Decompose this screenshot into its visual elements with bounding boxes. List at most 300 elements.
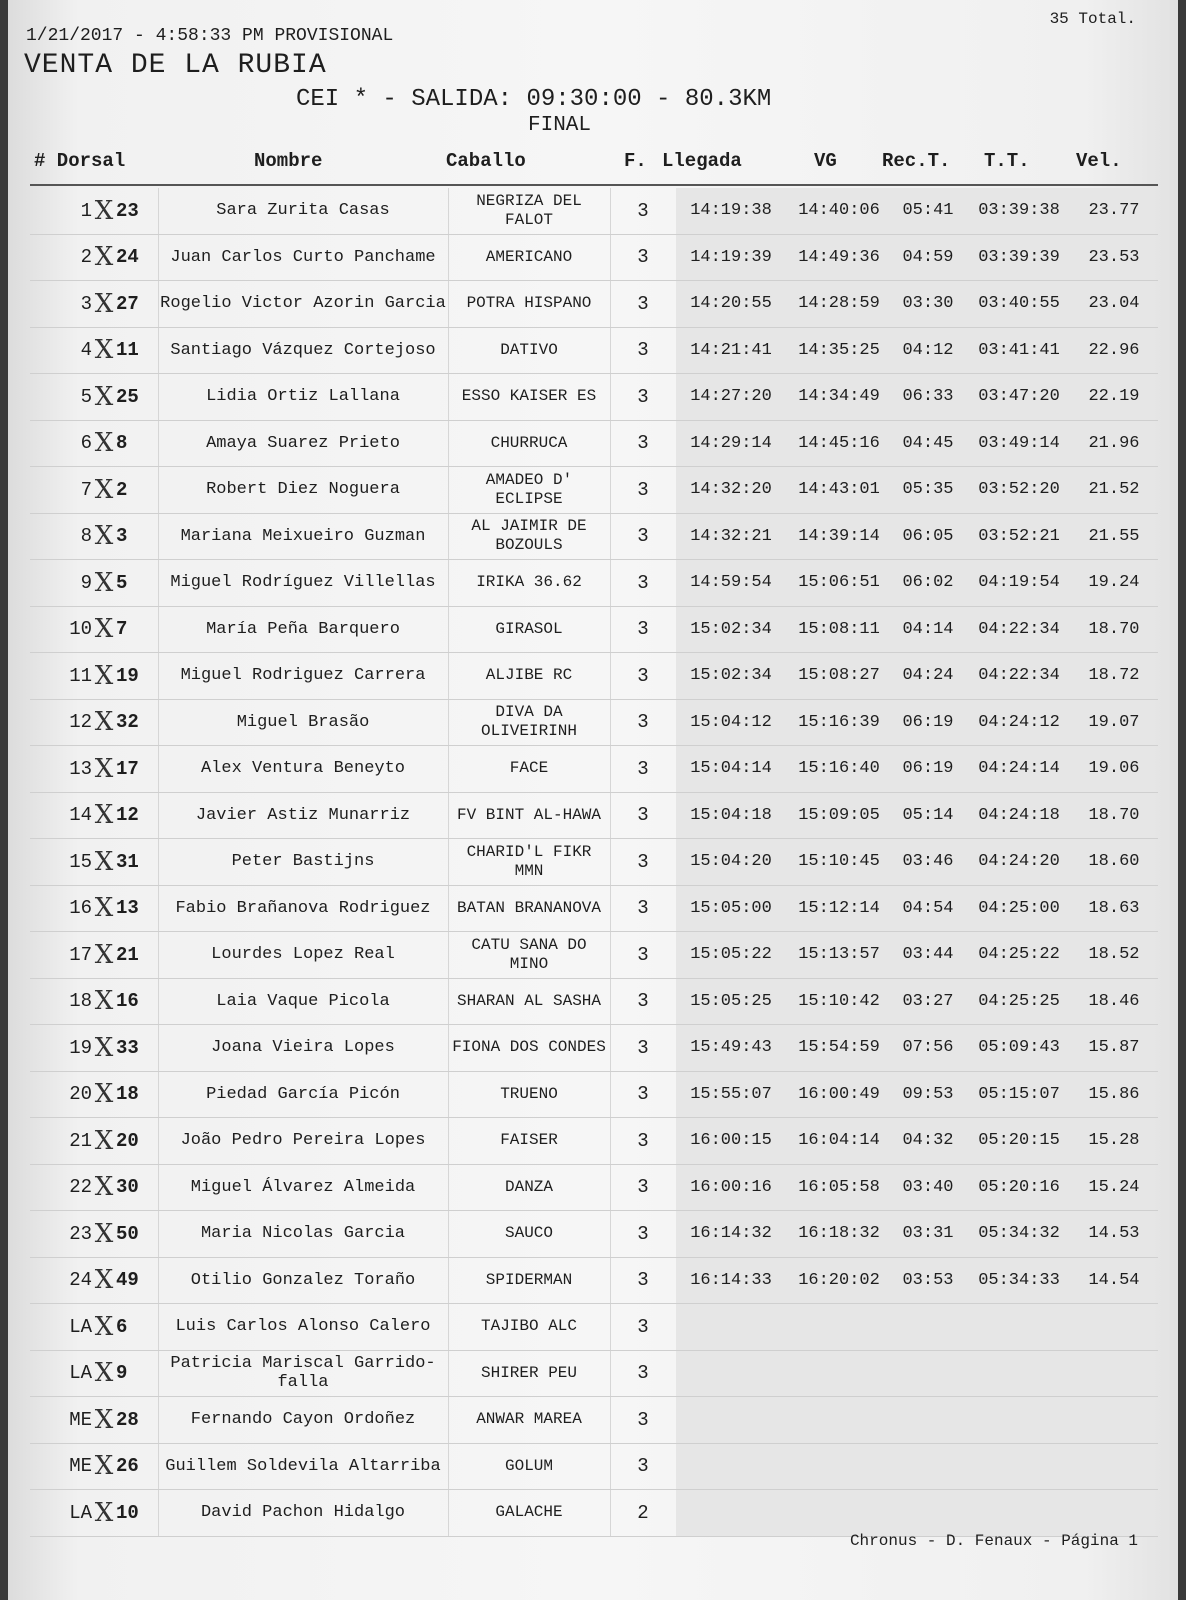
rider-name: Miguel Rodríguez Villellas: [158, 560, 447, 606]
total-time: [964, 1304, 1074, 1350]
total-time: 05:34:32: [964, 1211, 1074, 1257]
dorsal-cell: 25: [116, 385, 139, 408]
total-time: [964, 1397, 1074, 1443]
arrival-time: 14:32:21: [676, 514, 786, 560]
speed-cell: 23.77: [1074, 188, 1154, 234]
recovery-time: 04:32: [892, 1118, 964, 1164]
speed-cell: [1074, 1351, 1154, 1397]
horse-name: SHARAN AL SASHA: [448, 979, 609, 1025]
vet-gate-time: 14:39:14: [786, 514, 892, 560]
check-mark: X: [94, 1079, 114, 1110]
speed-cell: 18.72: [1074, 653, 1154, 699]
rider-name: Joana Vieira Lopes: [158, 1025, 447, 1071]
table-row: [30, 374, 1158, 421]
horse-name: SHIRER PEU: [448, 1351, 609, 1397]
vet-gate-time: 14:35:25: [786, 328, 892, 374]
check-mark: X: [94, 335, 114, 366]
check-mark: X: [94, 939, 114, 970]
phases-cell: 3: [610, 328, 675, 374]
recovery-time: 06:33: [892, 374, 964, 420]
arrival-time: 15:49:43: [676, 1025, 786, 1071]
dorsal-cell: 23: [116, 199, 139, 222]
vet-gate-time: 15:16:39: [786, 700, 892, 746]
total-time: 04:22:34: [964, 607, 1074, 653]
horse-name: POTRA HISPANO: [448, 281, 609, 327]
arrival-time: 15:04:20: [676, 839, 786, 885]
rank-cell: 1: [80, 199, 92, 222]
arrival-time: [676, 1490, 786, 1536]
vet-gate-time: 16:00:49: [786, 1072, 892, 1118]
phases-cell: 3: [610, 235, 675, 281]
dorsal-cell: 31: [116, 850, 139, 873]
arrival-time: 15:02:34: [676, 607, 786, 653]
rank-cell: LA: [69, 1501, 92, 1524]
horse-name: CHARID'L FIKR MMN: [448, 839, 609, 885]
table-row: [30, 1118, 1158, 1165]
check-mark: X: [94, 381, 114, 412]
total-time: 05:09:43: [964, 1025, 1074, 1071]
rider-name: Fernando Cayon Ordoñez: [158, 1397, 447, 1443]
recovery-time: 05:14: [892, 793, 964, 839]
phases-cell: 3: [610, 1351, 675, 1397]
total-time: 03:47:20: [964, 374, 1074, 420]
rider-name: Santiago Vázquez Cortejoso: [158, 328, 447, 374]
phases-cell: 3: [610, 979, 675, 1025]
recovery-time: 06:05: [892, 514, 964, 560]
vet-gate-time: 16:18:32: [786, 1211, 892, 1257]
check-mark: X: [94, 1172, 114, 1203]
arrival-time: 16:00:16: [676, 1165, 786, 1211]
total-time: 03:52:20: [964, 467, 1074, 513]
dorsal-cell: 7: [116, 618, 128, 641]
phases-cell: 3: [610, 746, 675, 792]
rider-name: Luis Carlos Alonso Calero: [158, 1304, 447, 1350]
check-mark: X: [94, 707, 114, 738]
phases-cell: 3: [610, 514, 675, 560]
speed-cell: 18.70: [1074, 793, 1154, 839]
horse-name: TAJIBO ALC: [448, 1304, 609, 1350]
check-mark: X: [94, 614, 114, 645]
rider-name: Maria Nicolas Garcia: [158, 1211, 447, 1257]
speed-cell: 18.46: [1074, 979, 1154, 1025]
table-row: [30, 746, 1158, 793]
phases-cell: 3: [610, 1444, 675, 1490]
arrival-time: 16:14:33: [676, 1258, 786, 1304]
rank-cell: 12: [69, 711, 92, 734]
check-mark: X: [94, 1358, 114, 1389]
arrival-time: 16:00:15: [676, 1118, 786, 1164]
check-mark: X: [94, 1451, 114, 1482]
stage-label: FINAL: [528, 114, 592, 137]
horse-name: FIONA DOS CONDES: [448, 1025, 609, 1071]
col-name: Nombre: [254, 150, 323, 172]
dorsal-cell: 16: [116, 990, 139, 1013]
arrival-time: 14:59:54: [676, 560, 786, 606]
check-mark: X: [94, 1404, 114, 1435]
table-row: [30, 1490, 1158, 1537]
phases-cell: 3: [610, 1211, 675, 1257]
rider-name: Rogelio Victor Azorin Garcia: [158, 281, 447, 327]
rider-name: Mariana Meixueiro Guzman: [158, 514, 447, 560]
dorsal-cell: 3: [116, 525, 128, 548]
arrival-time: 15:04:14: [676, 746, 786, 792]
header-rule: [30, 184, 1158, 186]
recovery-time: 04:54: [892, 886, 964, 932]
total-time: 05:20:15: [964, 1118, 1074, 1164]
recovery-time: 04:14: [892, 607, 964, 653]
table-row: [30, 1444, 1158, 1491]
rider-name: María Peña Barquero: [158, 607, 447, 653]
check-mark: X: [94, 1125, 114, 1156]
col-rank-dorsal: # Dorsal: [34, 150, 126, 172]
phases-cell: 3: [610, 1397, 675, 1443]
vet-gate-time: 14:49:36: [786, 235, 892, 281]
check-mark: X: [94, 800, 114, 831]
table-row: [30, 281, 1158, 328]
recovery-time: [892, 1444, 964, 1490]
horse-name: GALACHE: [448, 1490, 609, 1536]
horse-name: ANWAR MAREA: [448, 1397, 609, 1443]
dorsal-cell: 12: [116, 804, 139, 827]
total-time: 05:15:07: [964, 1072, 1074, 1118]
recovery-time: [892, 1397, 964, 1443]
recovery-time: 04:24: [892, 653, 964, 699]
total-time: 04:19:54: [964, 560, 1074, 606]
vet-gate-time: 15:08:11: [786, 607, 892, 653]
rider-name: Miguel Rodriguez Carrera: [158, 653, 447, 699]
dorsal-cell: 32: [116, 711, 139, 734]
dorsal-cell: 9: [116, 1362, 128, 1385]
table-row: [30, 560, 1158, 607]
check-mark: X: [94, 242, 114, 273]
arrival-time: 14:27:20: [676, 374, 786, 420]
phases-cell: 3: [610, 653, 675, 699]
horse-name: GOLUM: [448, 1444, 609, 1490]
recovery-time: 05:41: [892, 188, 964, 234]
rank-cell: 16: [69, 897, 92, 920]
dorsal-cell: 20: [116, 1129, 139, 1152]
check-mark: X: [94, 288, 114, 319]
rank-cell: 9: [80, 571, 92, 594]
phases-cell: 3: [610, 607, 675, 653]
col-rec: Rec.T.: [882, 150, 951, 172]
phases-cell: 3: [610, 932, 675, 978]
speed-cell: 21.96: [1074, 421, 1154, 467]
phases-cell: 3: [610, 1165, 675, 1211]
rank-cell: 6: [80, 432, 92, 455]
horse-name: FV BINT AL-HAWA: [448, 793, 609, 839]
table-row: [30, 886, 1158, 933]
col-arrival: Llegada: [662, 150, 742, 172]
table-row: [30, 1258, 1158, 1305]
vet-gate-time: 15:54:59: [786, 1025, 892, 1071]
total-time: [964, 1351, 1074, 1397]
rider-name: Sara Zurita Casas: [158, 188, 447, 234]
total-time: 03:41:41: [964, 328, 1074, 374]
dorsal-cell: 49: [116, 1269, 139, 1292]
rank-cell: 14: [69, 804, 92, 827]
rank-cell: 2: [80, 246, 92, 269]
total-time: 03:49:14: [964, 421, 1074, 467]
speed-cell: 19.07: [1074, 700, 1154, 746]
dorsal-cell: 27: [116, 292, 139, 315]
horse-name: IRIKA 36.62: [448, 560, 609, 606]
vet-gate-time: [786, 1444, 892, 1490]
table-row: [30, 700, 1158, 747]
vet-gate-time: 15:10:42: [786, 979, 892, 1025]
check-mark: X: [94, 1218, 114, 1249]
dorsal-cell: 19: [116, 664, 139, 687]
check-mark: X: [94, 1311, 114, 1342]
phases-cell: 3: [610, 1118, 675, 1164]
vet-gate-time: 16:05:58: [786, 1165, 892, 1211]
check-mark: X: [94, 846, 114, 877]
vet-gate-time: [786, 1304, 892, 1350]
col-vg: VG: [814, 150, 837, 172]
speed-cell: 18.52: [1074, 932, 1154, 978]
rank-cell: 5: [80, 385, 92, 408]
check-mark: X: [94, 753, 114, 784]
table-row: [30, 1211, 1158, 1258]
rider-name: David Pachon Hidalgo: [158, 1490, 447, 1536]
recovery-time: [892, 1490, 964, 1536]
results-sheet: [8, 0, 1178, 1600]
speed-cell: 15.86: [1074, 1072, 1154, 1118]
arrival-time: 16:14:32: [676, 1211, 786, 1257]
phases-cell: 3: [610, 1258, 675, 1304]
horse-name: SAUCO: [448, 1211, 609, 1257]
dorsal-cell: 26: [116, 1455, 139, 1478]
rider-name: Robert Diez Noguera: [158, 467, 447, 513]
horse-name: GIRASOL: [448, 607, 609, 653]
speed-cell: 22.96: [1074, 328, 1154, 374]
vet-gate-time: 14:28:59: [786, 281, 892, 327]
speed-cell: 23.04: [1074, 281, 1154, 327]
total-time: 04:25:25: [964, 979, 1074, 1025]
check-mark: X: [94, 428, 114, 459]
phases-cell: 3: [610, 1304, 675, 1350]
horse-name: NEGRIZA DEL FALOT: [448, 188, 609, 234]
vet-gate-time: 16:20:02: [786, 1258, 892, 1304]
dorsal-cell: 28: [116, 1408, 139, 1431]
vet-gate-time: 14:43:01: [786, 467, 892, 513]
total-time: 04:25:22: [964, 932, 1074, 978]
speed-cell: 18.60: [1074, 839, 1154, 885]
horse-name: CATU SANA DO MINO: [448, 932, 609, 978]
total-time: 03:39:38: [964, 188, 1074, 234]
dorsal-cell: 10: [116, 1501, 139, 1524]
arrival-time: 15:05:00: [676, 886, 786, 932]
phases-cell: 3: [610, 188, 675, 234]
vet-gate-time: 15:08:27: [786, 653, 892, 699]
phases-cell: 3: [610, 1072, 675, 1118]
table-row: [30, 839, 1158, 886]
recovery-time: 03:46: [892, 839, 964, 885]
rank-cell: 21: [69, 1129, 92, 1152]
speed-cell: [1074, 1397, 1154, 1443]
table-row: [30, 607, 1158, 654]
arrival-time: [676, 1304, 786, 1350]
rank-cell: 8: [80, 525, 92, 548]
table-row: [30, 793, 1158, 840]
rider-name: Amaya Suarez Prieto: [158, 421, 447, 467]
arrival-time: 14:20:55: [676, 281, 786, 327]
speed-cell: 19.06: [1074, 746, 1154, 792]
check-mark: X: [94, 521, 114, 552]
arrival-time: [676, 1397, 786, 1443]
rider-name: Alex Ventura Beneyto: [158, 746, 447, 792]
phases-cell: 3: [610, 281, 675, 327]
rider-name: João Pedro Pereira Lopes: [158, 1118, 447, 1164]
table-row: [30, 1072, 1158, 1119]
table-row: [30, 1397, 1158, 1444]
vet-gate-time: 16:04:14: [786, 1118, 892, 1164]
table-row: [30, 514, 1158, 561]
horse-name: DATIVO: [448, 328, 609, 374]
check-mark: X: [94, 1265, 114, 1296]
speed-cell: 18.70: [1074, 607, 1154, 653]
check-mark: X: [94, 195, 114, 226]
total-time: [964, 1444, 1074, 1490]
arrival-time: [676, 1351, 786, 1397]
speed-cell: 21.55: [1074, 514, 1154, 560]
dorsal-cell: 33: [116, 1036, 139, 1059]
recovery-time: 04:45: [892, 421, 964, 467]
check-mark: X: [94, 660, 114, 691]
horse-name: FACE: [448, 746, 609, 792]
recovery-time: [892, 1351, 964, 1397]
table-row: [30, 1165, 1158, 1212]
vet-gate-time: 14:34:49: [786, 374, 892, 420]
vet-gate-time: [786, 1397, 892, 1443]
dorsal-cell: 17: [116, 757, 139, 780]
arrival-time: 14:19:38: [676, 188, 786, 234]
event-line: CEI * - SALIDA: 09:30:00 - 80.3KM: [296, 86, 772, 113]
rank-cell: 4: [80, 339, 92, 362]
rider-name: Guillem Soldevila Altarriba: [158, 1444, 447, 1490]
arrival-time: [676, 1444, 786, 1490]
rank-cell: 22: [69, 1176, 92, 1199]
check-mark: X: [94, 1032, 114, 1063]
phases-cell: 3: [610, 421, 675, 467]
recovery-time: 03:53: [892, 1258, 964, 1304]
recovery-time: 06:19: [892, 700, 964, 746]
dorsal-cell: 50: [116, 1222, 139, 1245]
rider-name: Fabio Brañanova Rodriguez: [158, 886, 447, 932]
horse-name: AMERICANO: [448, 235, 609, 281]
rank-cell: ME: [69, 1408, 92, 1431]
results-table: [30, 188, 1158, 1537]
rank-cell: LA: [69, 1362, 92, 1385]
rider-name: Juan Carlos Curto Panchame: [158, 235, 447, 281]
check-mark: X: [94, 1497, 114, 1528]
rider-name: Lourdes Lopez Real: [158, 932, 447, 978]
dorsal-cell: 18: [116, 1083, 139, 1106]
dorsal-cell: 13: [116, 897, 139, 920]
dorsal-cell: 30: [116, 1176, 139, 1199]
arrival-time: 15:55:07: [676, 1072, 786, 1118]
speed-cell: 15.87: [1074, 1025, 1154, 1071]
table-row: [30, 1304, 1158, 1351]
rank-cell: 19: [69, 1036, 92, 1059]
vet-gate-time: 14:45:16: [786, 421, 892, 467]
vet-gate-time: 15:09:05: [786, 793, 892, 839]
table-row: [30, 932, 1158, 979]
phases-cell: 3: [610, 374, 675, 420]
check-mark: X: [94, 474, 114, 505]
total-time: 03:52:21: [964, 514, 1074, 560]
horse-name: ESSO KAISER ES: [448, 374, 609, 420]
recovery-time: 03:40: [892, 1165, 964, 1211]
dorsal-cell: 11: [116, 339, 139, 362]
speed-cell: [1074, 1490, 1154, 1536]
recovery-time: 03:44: [892, 932, 964, 978]
col-f: F.: [624, 150, 647, 172]
dorsal-cell: 24: [116, 246, 139, 269]
check-mark: X: [94, 893, 114, 924]
total-time: 03:39:39: [964, 235, 1074, 281]
total-time: 04:24:12: [964, 700, 1074, 746]
phases-cell: 3: [610, 700, 675, 746]
phases-cell: 3: [610, 1025, 675, 1071]
horse-name: BATAN BRANANOVA: [448, 886, 609, 932]
recovery-time: 05:35: [892, 467, 964, 513]
vet-gate-time: 15:06:51: [786, 560, 892, 606]
phases-cell: 3: [610, 793, 675, 839]
arrival-time: 14:32:20: [676, 467, 786, 513]
rank-cell: ME: [69, 1455, 92, 1478]
recovery-time: 09:53: [892, 1072, 964, 1118]
vet-gate-time: 15:13:57: [786, 932, 892, 978]
rider-name: Piedad García Picón: [158, 1072, 447, 1118]
arrival-time: 15:05:22: [676, 932, 786, 978]
phases-cell: 3: [610, 839, 675, 885]
arrival-time: 14:21:41: [676, 328, 786, 374]
col-vel: Vel.: [1076, 150, 1122, 172]
dorsal-cell: 21: [116, 943, 139, 966]
vet-gate-time: 15:16:40: [786, 746, 892, 792]
recovery-time: 04:12: [892, 328, 964, 374]
speed-cell: 18.63: [1074, 886, 1154, 932]
total-time: 04:25:00: [964, 886, 1074, 932]
rank-cell: 18: [69, 990, 92, 1013]
horse-name: CHURRUCA: [448, 421, 609, 467]
speed-cell: 15.24: [1074, 1165, 1154, 1211]
speed-cell: 23.53: [1074, 235, 1154, 281]
rank-cell: 15: [69, 850, 92, 873]
speed-cell: 14.53: [1074, 1211, 1154, 1257]
speed-cell: [1074, 1444, 1154, 1490]
total-time: 03:40:55: [964, 281, 1074, 327]
arrival-time: 15:04:18: [676, 793, 786, 839]
rank-cell: 7: [80, 478, 92, 501]
total-count: 35 Total.: [1049, 10, 1136, 28]
recovery-time: 06:02: [892, 560, 964, 606]
recovery-time: 03:31: [892, 1211, 964, 1257]
total-time: 04:24:20: [964, 839, 1074, 885]
rider-name: Peter Bastijns: [158, 839, 447, 885]
table-row: [30, 328, 1158, 375]
horse-name: DIVA DA OLIVEIRINH: [448, 700, 609, 746]
rider-name: Lidia Ortiz Lallana: [158, 374, 447, 420]
speed-cell: 15.28: [1074, 1118, 1154, 1164]
rank-cell: 17: [69, 943, 92, 966]
horse-name: AL JAIMIR DE BOZOULS: [448, 514, 609, 560]
speed-cell: 22.19: [1074, 374, 1154, 420]
table-row: [30, 1025, 1158, 1072]
dorsal-cell: 8: [116, 432, 128, 455]
venue-title: VENTA DE LA RUBIA: [24, 50, 327, 81]
